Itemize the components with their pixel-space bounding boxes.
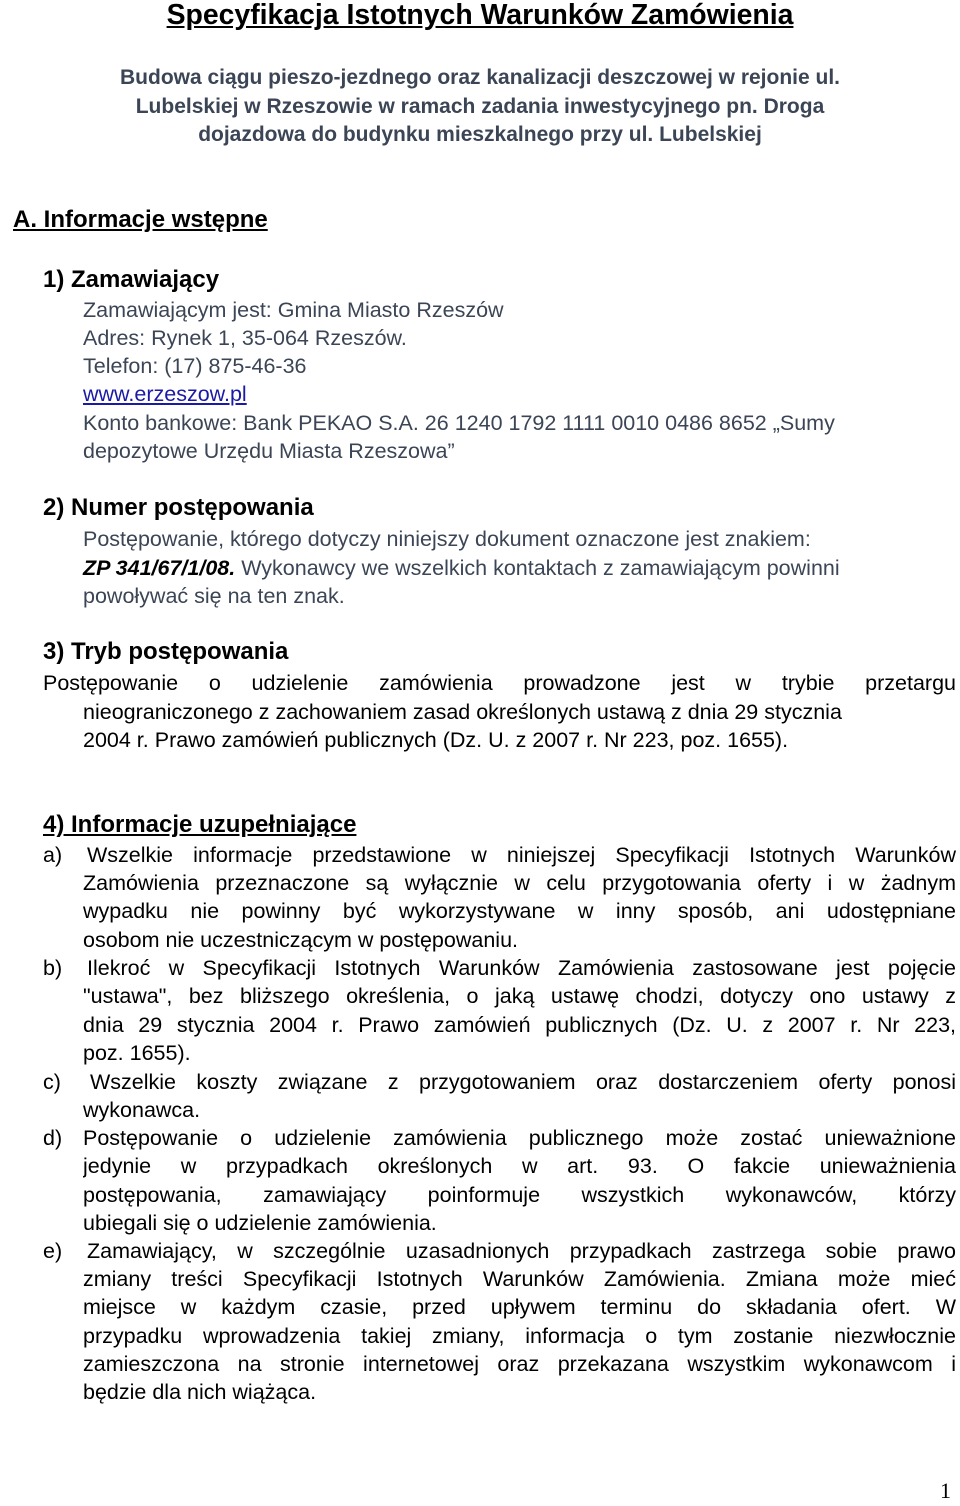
s3-line2: nieograniczonego z zachowaniem zasad określonych ustawą z dnia 29 stycznia (83, 700, 842, 724)
item-a-line4: osobom nie uczestniczącym w postępowaniu. (83, 928, 518, 952)
s2-line3: powoływać się na ten znak. (83, 584, 345, 608)
procedure-code: ZP 341/67/1/08. (83, 556, 236, 580)
item-e-line6: będzie dla nich wiążąca. (83, 1380, 317, 1404)
item-e-line1: Zamawiający, w szczególnie uzasadnionych przypadkach zastrzega sobie prawo (87, 1239, 956, 1263)
s2-heading: 2) Numer postępowania (43, 494, 314, 521)
item-e-line4: przypadku wprowadzenia takiej zmiany, informacja o tym zostanie niezwłocznie (83, 1324, 956, 1348)
s2-line2-rest: Wykonawcy we wszelkich kontaktach z zamawiającym powinni (241, 556, 840, 580)
item-d-line2: jedynie w przypadkach określonych w art. 93. O fakcie unieważnienia (83, 1154, 956, 1178)
s1-line5: Konto bankowe: Bank PEKAO S.A. 26 1240 1792 1111 0010 0486 8652 „Sumy (83, 411, 835, 435)
item-d-line4: ubiegali się o udzielenie zamówienia. (83, 1211, 437, 1235)
page-number: 1 (940, 1478, 951, 1503)
item-b-line3: dnia 29 stycznia 2004 r. Prawo zamówień publicznych (Dz. U. z 2007 r. Nr 223, (83, 1013, 956, 1037)
subtitle: Budowa ciągu pieszo-jezdnego oraz kanalizacji deszczowej w rejonie ul. Lubelskiej w Rzeszowie w ramach zadania inwestycyjnego pn. Droga dojazdowa do budynku mieszkalnego przy ul. Lubelskiej (120, 66, 840, 146)
item-b-marker: b) (43, 956, 63, 980)
item-d-marker: d) (43, 1126, 63, 1150)
item-e-line2: zmiany treści Specyfikacji Istotnych Warunków Zamówienia. Zmiana może mieć (83, 1267, 956, 1291)
item-d-line3: postępowania, zamawiający poinformuje wszystkich wykonawców, którzy (83, 1183, 956, 1207)
item-c-marker: c) (43, 1070, 61, 1094)
item-c-line1: Wszelkie koszty związane z przygotowaniem oraz dostarczeniem oferty ponosi (90, 1070, 956, 1094)
item-b-line2: "ustawa", bez bliższego określenia, o jaką ustawę chodzi, dotyczy ono ustawy z (83, 984, 956, 1008)
s3-line1: Postępowanie o udzielenie zamówienia prowadzone jest w trybie przetargu (43, 671, 956, 695)
item-e-line5: zamieszczona na stronie internetowej oraz przekazana wszystkim wykonawcom i (83, 1352, 956, 1376)
s2-line1: Postępowanie, którego dotyczy niniejszy dokument oznaczone jest znakiem: (83, 527, 811, 551)
website-link[interactable]: www.erzeszow.pl (83, 382, 247, 406)
item-b-line1: Ilekroć w Specyfikacji Istotnych Warunków Zamówienia zastosowane jest pojęcie (87, 956, 956, 980)
s3-heading: 3) Tryb postępowania (43, 638, 289, 665)
item-e-marker: e) (43, 1239, 63, 1263)
s1-heading: 1) Zamawiający (43, 266, 220, 293)
item-a-line3: wypadku nie powinny być wykorzystywane w inny sposób, ani udostępniane (83, 899, 956, 923)
item-d-line1: Postępowanie o udzielenie zamówienia publicznego może zostać unieważnione (83, 1126, 956, 1150)
item-c-line2: wykonawca. (83, 1098, 201, 1122)
s1-line3: Telefon: (17) 875-46-36 (83, 354, 307, 378)
s1-line1: Zamawiającym jest: Gmina Miasto Rzeszów (83, 298, 504, 322)
item-b-line4: poz. 1655). (83, 1041, 191, 1065)
document-title: Specyfikacja Istotnych Warunków Zamówienia (166, 0, 794, 31)
s2-line2 (83, 554, 840, 582)
item-e-line3: miejsce w każdym czasie, przed upływem terminu do składania ofert. W (83, 1295, 956, 1319)
s1-line2: Adres: Rynek 1, 35-064 Rzeszów. (83, 326, 407, 350)
s4-heading: 4) Informacje uzupełniające (43, 811, 357, 838)
section-a-heading: A. Informacje wstępne (13, 206, 268, 233)
s1-line6: depozytowe Urzędu Miasta Rzeszowa” (83, 439, 455, 463)
item-a-line1: Wszelkie informacje przedstawione w niniejszej Specyfikacji Istotnych Warunków (87, 843, 956, 867)
item-a-marker: a) (43, 843, 63, 867)
s3-line3: 2004 r. Prawo zamówień publicznych (Dz. U. z 2007 r. Nr 223, poz. 1655). (83, 728, 789, 752)
item-a-line2: Zamówienia przeznaczone są wyłącznie w celu przygotowania oferty i w żadnym (83, 871, 956, 895)
